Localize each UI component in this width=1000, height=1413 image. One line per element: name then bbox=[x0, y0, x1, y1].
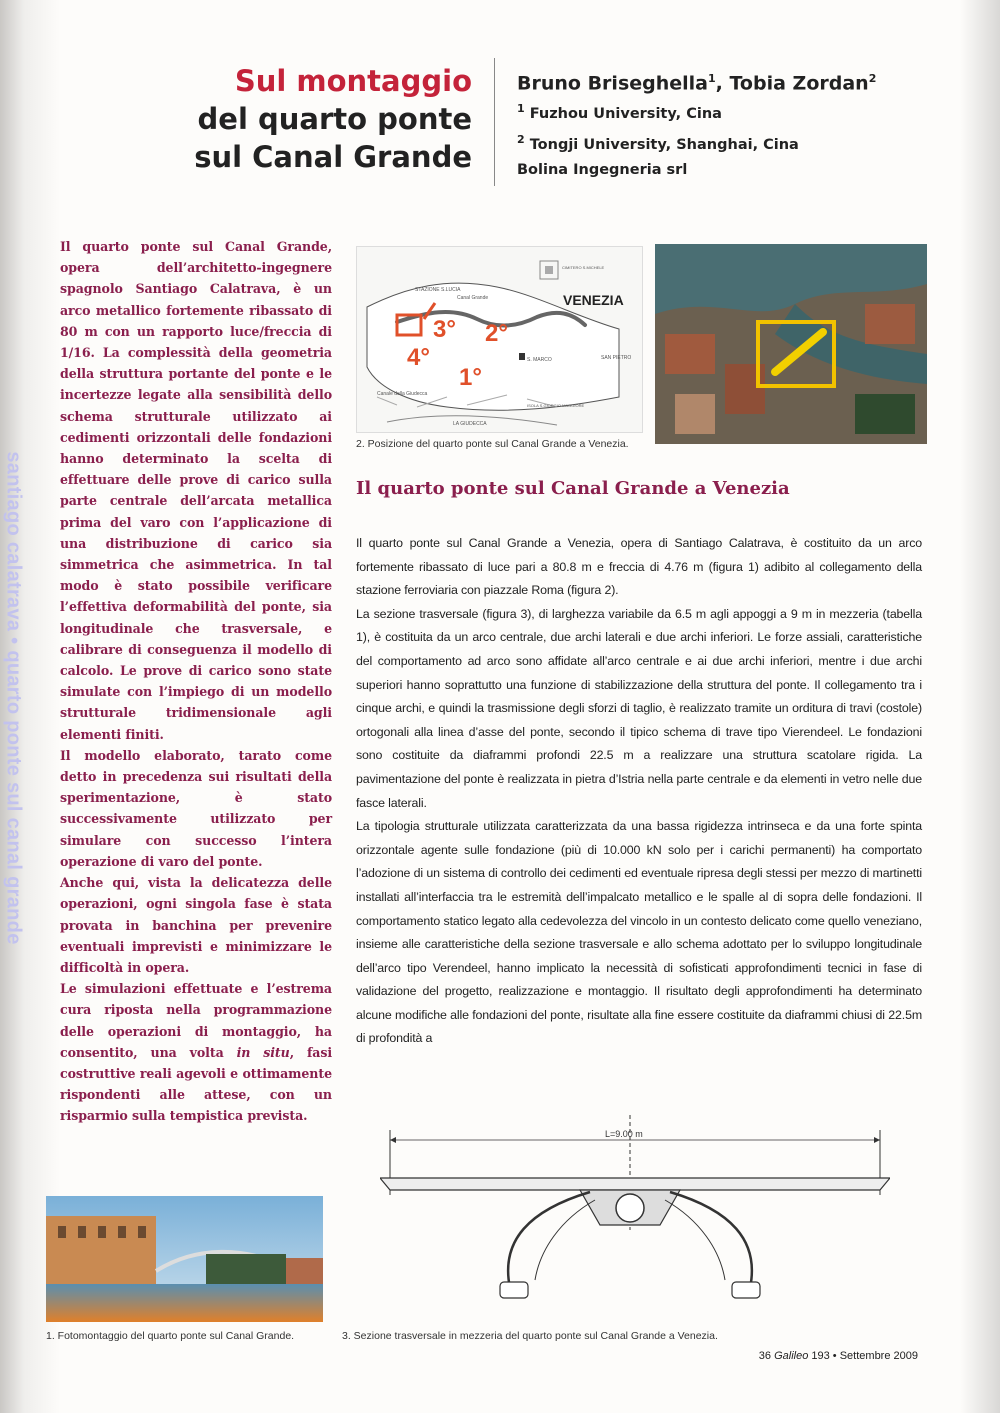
abstract-p4-italic: in situ bbox=[236, 1044, 290, 1060]
issue-info: 193 • Settembre 2009 bbox=[808, 1350, 918, 1362]
magazine-name: Galileo bbox=[774, 1350, 809, 1362]
affiliation-2 bbox=[517, 127, 876, 158]
affiliation-1 bbox=[517, 96, 876, 127]
venice-map-figure bbox=[356, 246, 643, 433]
abstract-paragraph-3: Anche qui, vista la delicatezza delle operazioni, ogni singola fase è stata provata in banchina per prevenire eventuali imprevisti e minimizzare le difficoltà in opera. bbox=[60, 875, 332, 975]
abstract bbox=[60, 236, 332, 1127]
abstract-paragraph-1: Il quarto ponte sul Canal Grande, opera dell’architetto-ingegnere spagnolo Santiago Calatrava, è un arco metallico fortemente ribassato di 80 m con un rapporto luce/freccia di 1/16. La complessità della geometria della struttura portante del ponte e le incertezze legate alla sensibilità dello schema strutturale utilizzato ai cedimenti orizzontali delle fondazioni hanno determinato la scelta di effettuare delle prove di carico sulla parte centrale dell’arcata metallica prima del varo con l’applicazione di una distribuzione di carico sia simmetrica che asimmetrica. In tal modo è stato possibile verificare l’effettiva deformabilità del ponte, sia longitudinale che trasversale, e calibrare di conseguenza il modello di calcolo. Le prove di carico sono state simulate con l’impiego di un modello strutturale tridimensionale agli elementi finiti. bbox=[60, 239, 332, 742]
body-paragraph-2: La sezione trasversale (figura 3), di larghezza variabile da 6.5 m agli appoggi a 9 m in mezzeria (tabella 1), è costituita da un arco centrale, due archi laterali e due archi inferiori. Le forze assiali, caratteristiche del comportamento ad arco sono affidate all’arco centrale e ai due archi inferiori, mentre i due archi superiori hanno soprattutto una funzione di stabilizzazione della struttura del ponte. Il collegamento tra i cinque archi, e quindi la trasmissione degli sforzi di taglio, è realizzato tramite un orditura di travi (costole) ortogonali alla linea d’asse del ponte, secondo il tipico schema di trave tipo Vierendeel. Le fondazioni sono costituite da diaframmi profondi 22.5 m a realizzare una struttura scatolare rigida. La pavimentazione del ponte è realizzata in pietra d’Istria nella parte centrale e da elementi in vetro nelle due fasce laterali. bbox=[356, 606, 922, 810]
author-separator: , bbox=[715, 72, 730, 95]
map-label-stazione: STAZIONE S.LUCIA bbox=[415, 287, 461, 293]
page-edge-shadow bbox=[960, 0, 1000, 1413]
aerial-photo bbox=[655, 244, 927, 444]
map-label-giudecca: LA GIUDECCA bbox=[453, 421, 487, 427]
map-city-label: VENEZIA bbox=[563, 292, 624, 308]
figure-2-caption: 2. Posizione del quarto ponte sul Canal Grande a Venezia. bbox=[356, 438, 629, 450]
sidebar-running-title bbox=[0, 430, 28, 965]
author-2: Tobia Zordan bbox=[729, 72, 869, 95]
venice-map-drawing bbox=[357, 247, 642, 432]
map-label-canal: Canal Grande bbox=[457, 295, 489, 301]
map-marker-3: 3° bbox=[433, 316, 456, 343]
author-1: Bruno Briseghella bbox=[517, 72, 708, 95]
article-title bbox=[194, 62, 472, 176]
title-line-2: del quarto ponte bbox=[197, 102, 472, 136]
abstract-p4-b: , fasi costruttive reali agevoli e ottimamente rispondenti alle attese, con un risparmio sulla tempistica prevista. bbox=[60, 1044, 332, 1124]
map-label-sanpietro: SAN PIETRO bbox=[601, 355, 632, 361]
title-line-1: Sul montaggio bbox=[234, 64, 472, 98]
affiliation-3: Bolina Ingegneria srl bbox=[517, 161, 688, 178]
photomontage-photo bbox=[46, 1196, 323, 1322]
author-names bbox=[517, 66, 876, 96]
body-paragraph-3: La tipologia strutturale utilizzata caratterizzata da una bassa rigidezza intrinseca e da una forte spinta orizzontale agente sulle fondazione (più di 10.000 kN solo per i carichi permanenti) ha comportato l’adozione di un sistema di controllo dei cedimenti ed eventuale ripresa degli stessi per mezzo di martinetti installati all’interfaccia tra le estremità dell’impalcato metallico e le spalle al di sopra delle fondazioni. Il comportamento statico legato alla cedevolezza del vincolo in un contesto delicato come quello veneziano, insieme alle caratteristiche della sezione trasversale e allo schema adottato per lo sviluppo longitudinale dell’arco tipo Verendeel, hanno implicato la necessità di sofisticati approfondimenti tecnici in fase di validazione del progetto, realizzazione e montaggio. Il risultato degli approfondimenti ha determinato alcune modifiche alle fondazioni del ponte, risultate alla fine essere costituite da diaframmi chiusi di 22.5m di profondità a bbox=[356, 819, 922, 1046]
affiliation-1-sup: 1 bbox=[517, 102, 525, 116]
body-text bbox=[356, 532, 922, 1051]
abstract-paragraph-4 bbox=[60, 978, 332, 1126]
authors-block bbox=[517, 66, 876, 183]
cross-section-dimension: L=9.00 m bbox=[605, 1129, 643, 1139]
cross-section-figure bbox=[380, 1110, 890, 1315]
title-divider bbox=[494, 58, 495, 186]
abstract-paragraph-2: Il modello elaborato, tarato come detto in precedenza sui risultati della sperimentazione, è stato successivamente utilizzato per simulare con successo l’intera operazione di varo del ponte. bbox=[60, 747, 332, 869]
abstract-p4-a: Le simulazioni effettuate e l’estrema cura riposta nella programmazione delle operazioni di montaggio, ha consentito, una volta bbox=[60, 981, 332, 1060]
author-2-sup: 2 bbox=[868, 72, 877, 85]
title-line-3: sul Canal Grande bbox=[194, 140, 472, 174]
affiliation-2-sup: 2 bbox=[517, 133, 525, 147]
map-marker-1: 1° bbox=[459, 364, 482, 391]
body-paragraph-1: Il quarto ponte sul Canal Grande a Venezia, opera di Santiago Calatrava, è costituito da un arco fortemente ribassato di luce pari a 80.8 m e freccia di 4.76 m (figura 1) adibito al collegamento della stazione ferroviaria con piazzale Roma (figura 2). bbox=[356, 536, 922, 598]
author-1-sup: 1 bbox=[708, 72, 716, 85]
affiliation-1-text: Fuzhou University, Cina bbox=[524, 106, 722, 123]
page-footer bbox=[759, 1350, 918, 1362]
figure-1-caption: 1. Fotomontaggio del quarto ponte sul Canal Grande. bbox=[46, 1330, 295, 1342]
photomontage-drawing bbox=[46, 1196, 323, 1322]
cross-section-drawing bbox=[380, 1110, 890, 1315]
map-label-sanmarco: S. MARCO bbox=[527, 357, 552, 363]
affiliation-2-text: Tongji University, Shanghai, Cina bbox=[524, 136, 799, 153]
sidebar-running-title-text: santiago calatrava • quarto ponte sul canal grande bbox=[2, 450, 25, 945]
section-heading: Il quarto ponte sul Canal Grande a Venezia bbox=[356, 478, 790, 499]
map-label-canale: Canale della Giudecca bbox=[377, 391, 428, 397]
map-label-cimitero: CIMITERO S.MICHELE bbox=[562, 265, 605, 270]
page-number: 36 bbox=[758, 1350, 775, 1362]
map-marker-4: 4° bbox=[407, 344, 430, 371]
map-marker-2: 2° bbox=[485, 320, 508, 347]
aerial-photo-drawing bbox=[655, 244, 927, 444]
map-label-sangiorgio: ISOLA S.GIORGIO MAGGIORE bbox=[527, 403, 585, 408]
figure-3-caption: 3. Sezione trasversale in mezzeria del quarto ponte sul Canal Grande a Venezia. bbox=[342, 1330, 718, 1342]
